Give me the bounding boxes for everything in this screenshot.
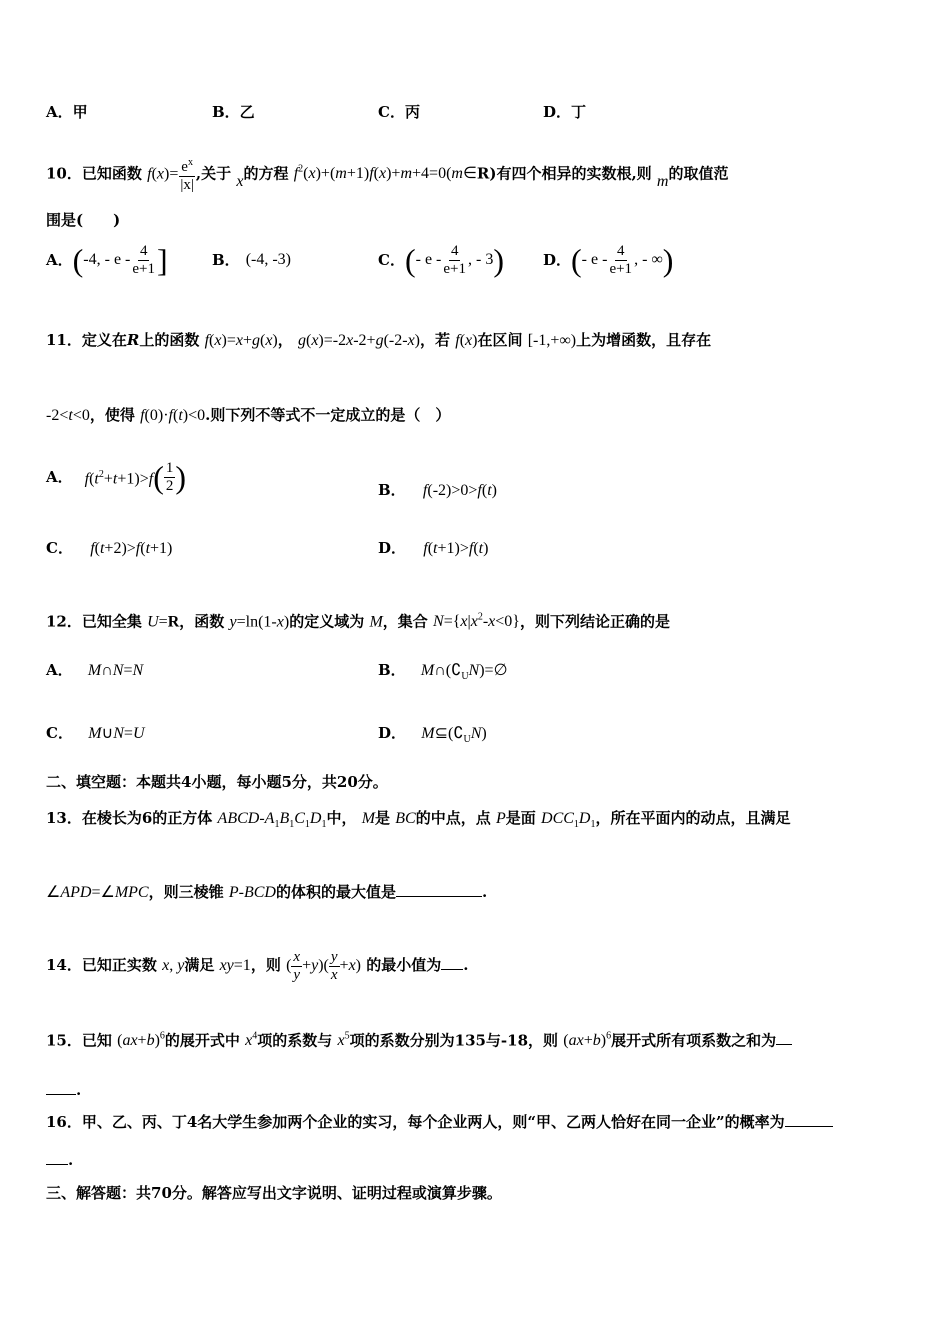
q10-stem: 10．已知函数 f(x)= $\frac{e^x}{|x|}$ ,关于 x的方程 $f^2(x)+(m+1)f(x)+m+4=0(m\in R)$有四个相异的实数根,则 m的取值范 [46,150,910,190]
q14-answer-blank[interactable] [441,969,463,970]
q13-stem-continued: ∠APD=∠MPC，则三棱锥 P-BCD的体积的最大值是 . [46,883,488,901]
q16-stem-continued: . [46,1150,910,1170]
q12-option-b: B． $M\cap(∁_UN)=\emptyset$ [378,661,508,683]
q9-option-b: B．乙 [212,103,255,121]
q14-stem: 14．已知正实数 x, y满足 xy=1，则 ( $\frac{x}{y}$ +y)( $\frac{y}{x}$ +x) 的最小值为 . [46,948,469,983]
q10-option-c: C． ( - e - $\frac{4}{e+1}$ , - 3 ) [378,242,504,278]
q11-stem-continued: -2<t<0，使得 f(0)·f(t)<0.则下列不等式不一定成立的是（ ） [46,406,451,424]
q10-option-b: B． (-4, -3) [212,251,291,269]
q12-stem: 12．已知全集 U=R，函数 y=ln(1-x)的定义域为 M，集合 $N=\{x|x^2-x<0\}$，则下列结论正确的是 [46,612,670,631]
q12-option-a: A． M∩N=N [46,661,144,679]
q11-option-b: B． f(-2)>0>f(t) [378,481,497,499]
q15-answer-blank[interactable] [776,1044,792,1045]
q11-option-c: C． f(t+2)>f(t+1) [46,539,173,557]
q16-answer-blank[interactable] [785,1126,833,1127]
q10-stem-continued: 围是( ) [46,211,121,229]
q13-answer-blank[interactable] [396,896,482,897]
q10-option-d: D． ( - e - $\frac{4}{e+1}$ , - ∞ ) [543,242,674,278]
q12-option-c: C． M∪N=U [46,724,145,742]
q16-answer-blank-continued[interactable] [46,1164,68,1165]
q9-option-d: D．丁 [543,103,587,121]
q11-stem: 11．定义在R上的函数 f(x)=x+g(x)， g(x)=-2x-2+g(-2-x)，若 f(x)在区间 [-1,+∞)上为增函数，且存在 [46,331,712,349]
section-fill-in-heading: 二、填空题：本题共4小题，每小题5分，共20分。 [46,773,388,791]
q10-option-a: A． ( -4, - e - $\frac{4}{e+1}$ ] [46,242,168,278]
section-solutions-heading: 三、解答题：共70分。解答应写出文字说明、证明过程或演算步骤。 [46,1184,502,1202]
q9-option-a: A．甲 [46,103,88,121]
q16-stem: 16．甲、乙、丙、丁4名大学生参加两个企业的实习，每个企业两人，则“甲、乙两人恰好在同一企业”的概率为 [46,1112,910,1132]
q13-stem: 13．在棱长为6的正方体 ABCD-$A_1B_1C_1D_1$中， M是 BC的中点，点 P是面 $DCC_1D_1$，所在平面内的动点，且满足 [46,809,791,831]
q12-option-d: D． $M⊆(∁_UN)$ [378,724,487,746]
q15-answer-blank-continued[interactable] [46,1094,76,1095]
q9-option-c: C．丙 [378,103,420,121]
q15-stem-continued: . [46,1080,910,1100]
q11-option-d: D． f(t+1)>f(t) [378,539,489,557]
q11-option-a: A． $f(t^2+t+1)>f$ ( $\frac{1}{2}$ ) [46,459,186,495]
q15-stem: 15．已知 $(ax+b)^6$的展开式中 $x^4$项的系数与 $x^5$项的系数分别为135与-18，则 $(ax+b)^6$展开式所有项系数之和为 [46,1027,910,1051]
